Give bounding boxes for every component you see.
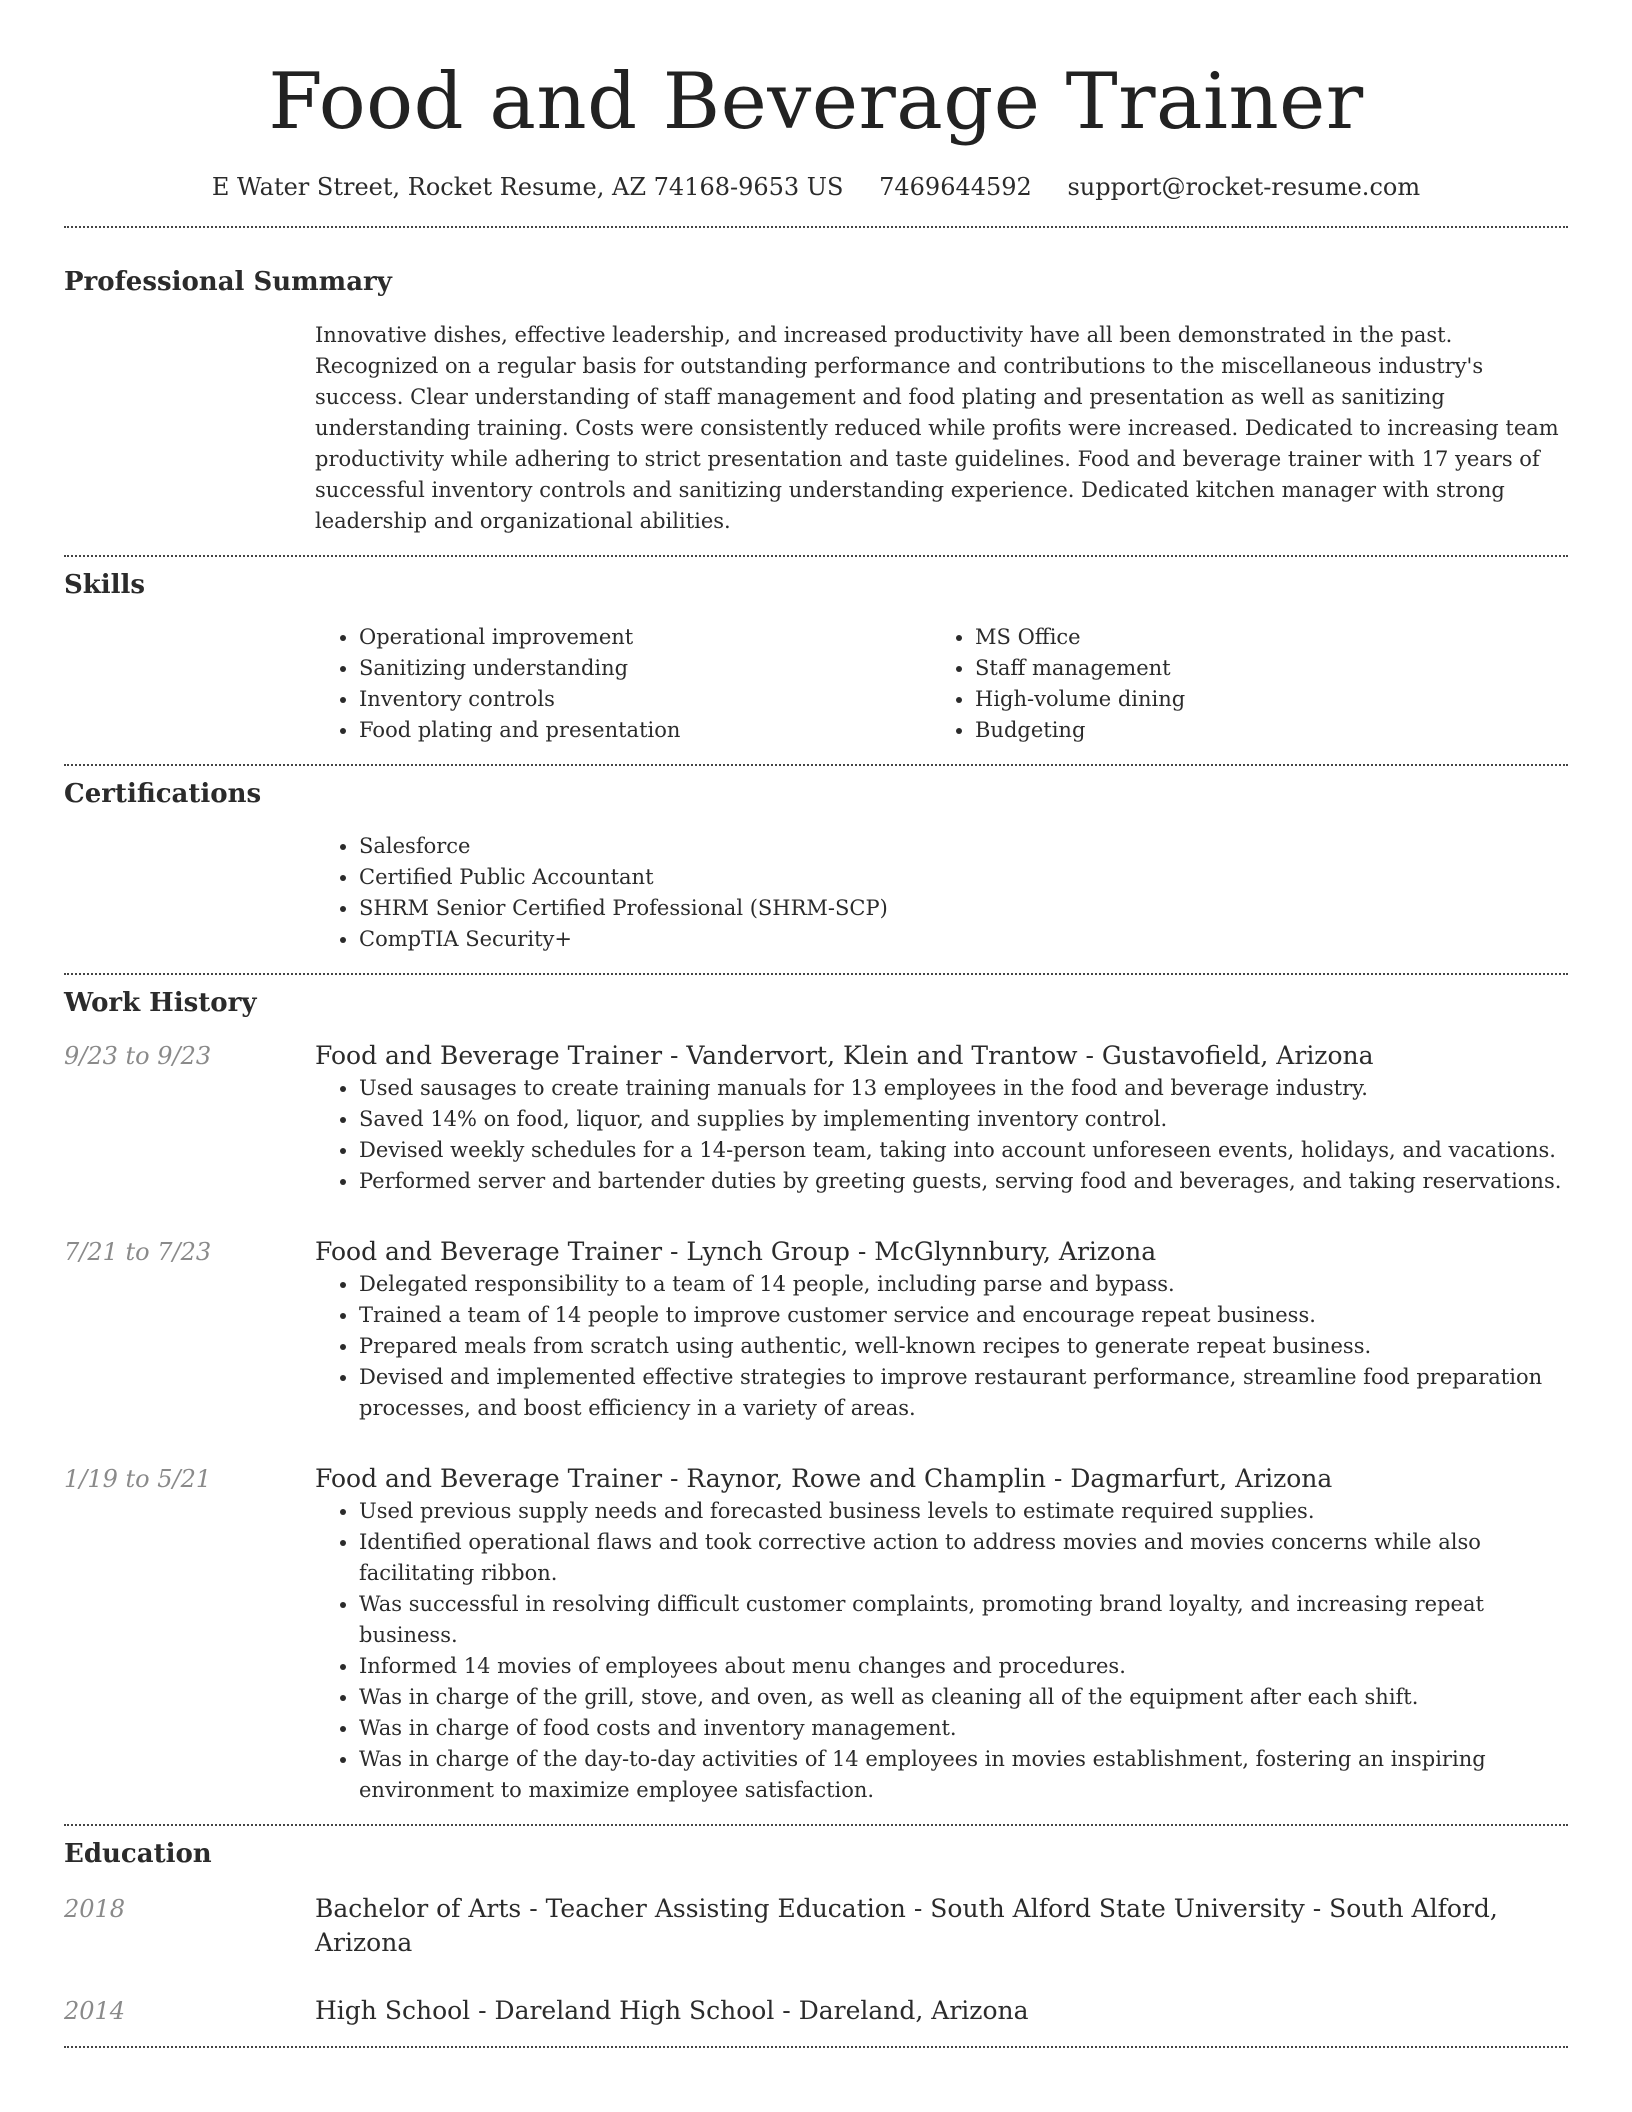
certifications-list bbox=[315, 831, 1568, 955]
certifications-section bbox=[64, 766, 1568, 973]
education-year: 2014 bbox=[64, 1997, 126, 2025]
list-item: • Used sausages to create training manuals for 13 employees in the food and beverage industry. bbox=[359, 1073, 1568, 1104]
list-item: • Trained a team of 14 people to improve customer service and encourage repeat business. bbox=[359, 1300, 1568, 1331]
job-company: Vandervort, Klein and Trantow bbox=[686, 1041, 1078, 1070]
work-history-section bbox=[64, 975, 1568, 1824]
list-item: • Food plating and presentation bbox=[359, 715, 931, 746]
job-location: Gustavofield, Arizona bbox=[1101, 1041, 1374, 1070]
list-item: • Performed server and bartender duties by greeting guests, serving food and beverages, and taking reservations. bbox=[359, 1166, 1568, 1197]
education-heading: Bachelor of Arts - Teacher Assisting Education - South Alford State University - South Alford, Arizona bbox=[315, 1894, 1498, 1957]
job-location: McGlynnbury, Arizona bbox=[874, 1237, 1157, 1266]
education-degree: High School bbox=[315, 1996, 471, 2025]
list-item: • SHRM Senior Certified Professional (SHRM-SCP) bbox=[359, 893, 1568, 924]
contact-phone: 7469644592 bbox=[879, 173, 1032, 201]
list-item: • Delegated responsibility to a team of 14 people, including parse and bypass. bbox=[359, 1269, 1568, 1300]
job-dates: 9/23 to 9/23 bbox=[64, 1042, 212, 1070]
list-item: • Used previous supply needs and forecasted business levels to estimate required supplies. bbox=[359, 1496, 1568, 1527]
education-location: Dareland, Arizona bbox=[798, 1996, 1029, 2025]
job-heading: Food and Beverage Trainer - Vandervort, Klein and Trantow - Gustavofield, Arizona bbox=[315, 1041, 1374, 1070]
candidate-name: Food and Beverage Trainer bbox=[268, 57, 1364, 147]
section-title-skills: Skills bbox=[64, 570, 146, 600]
job-dates: 7/21 to 7/23 bbox=[64, 1238, 212, 1266]
summary-text: Innovative dishes, effective leadership, and increased productivity have all been demonstrated in the past. Recognized on a regular basis for outstanding performance and contributions to the miscellaneous industry's success. Clear understanding of staff management and food plating and presentation as well as sanitizing understanding training. Costs were consistently reduced while profits were increased. Dedicated to increasing team productivity while adhering to strict presentation and taste guidelines. Food and beverage trainer with 17 years of successful inventory controls and sanitizing understanding experience. Dedicated kitchen manager with strong leadership and organizational abilities. bbox=[315, 323, 1559, 533]
list-item: • Devised and implemented effective strategies to improve restaurant performance, streamline food preparation processes, and boost efficiency in a variety of areas. bbox=[359, 1362, 1568, 1424]
education-degree: Bachelor of Arts bbox=[315, 1894, 522, 1923]
list-item: • Devised weekly schedules for a 14-person team, taking into account unforeseen events, holidays, and vacations. bbox=[359, 1135, 1568, 1166]
list-item: • Was successful in resolving difficult customer complaints, promoting brand loyalty, and increasing repeat business. bbox=[359, 1589, 1568, 1651]
job-entry bbox=[64, 1235, 1568, 1424]
skills-list-right bbox=[931, 622, 1568, 746]
education-heading: High School - Dareland High School - Dareland, Arizona bbox=[315, 1996, 1029, 2025]
education-field: Teacher Assisting Education bbox=[545, 1894, 906, 1923]
education-school: South Alford State University bbox=[930, 1894, 1305, 1923]
job-details bbox=[315, 1235, 1568, 1424]
job-company: Raynor, Rowe and Champlin bbox=[686, 1464, 1046, 1493]
list-item: • Was in charge of food costs and inventory management. bbox=[359, 1713, 1568, 1744]
education-school: Dareland High School bbox=[494, 1996, 775, 2025]
list-item: • Was in charge of the day-to-day activities of 14 employees in movies establishment, fostering an inspiring environment to maximize employee satisfaction. bbox=[359, 1744, 1568, 1806]
divider bbox=[64, 2046, 1568, 2048]
job-role: Food and Beverage Trainer bbox=[315, 1041, 663, 1070]
section-title-education: Education bbox=[64, 1839, 212, 1869]
contact-line bbox=[64, 170, 1568, 204]
job-entry bbox=[64, 1462, 1568, 1824]
education-entry bbox=[64, 1892, 1568, 1960]
list-item: • Budgeting bbox=[975, 715, 1568, 746]
list-item: • Certified Public Accountant bbox=[359, 862, 1568, 893]
list-item: • MS Office bbox=[975, 622, 1568, 653]
job-location: Dagmarfurt, Arizona bbox=[1070, 1464, 1333, 1493]
contact-address: E Water Street, Rocket Resume, AZ 74168-9653 US bbox=[211, 173, 844, 201]
list-item: • Saved 14% on food, liquor, and supplies by implementing inventory control. bbox=[359, 1104, 1568, 1135]
job-bullets bbox=[315, 1073, 1568, 1197]
list-item: • Was in charge of the grill, stove, and oven, as well as cleaning all of the equipment after each shift. bbox=[359, 1682, 1568, 1713]
job-details bbox=[315, 1039, 1568, 1197]
job-company: Lynch Group bbox=[686, 1237, 850, 1266]
list-item: • Identified operational flaws and took corrective action to address movies and movies concerns while also facilitating ribbon. bbox=[359, 1527, 1568, 1589]
education-year: 2018 bbox=[64, 1895, 126, 1923]
job-entry bbox=[64, 1039, 1568, 1197]
job-bullets bbox=[315, 1269, 1568, 1424]
education-entry bbox=[64, 1994, 1568, 2046]
job-dates: 1/19 to 5/21 bbox=[64, 1465, 212, 1493]
list-item: • Staff management bbox=[975, 653, 1568, 684]
list-item: • Inventory controls bbox=[359, 684, 931, 715]
list-item: • Operational improvement bbox=[359, 622, 931, 653]
list-item: • CompTIA Security+ bbox=[359, 924, 1568, 955]
education-section bbox=[64, 1826, 1568, 2046]
section-title-summary: Professional Summary bbox=[64, 267, 392, 297]
education-location: South Alford, Arizona bbox=[315, 1894, 1498, 1957]
section-title-work: Work History bbox=[64, 988, 257, 1018]
list-item: • Sanitizing understanding bbox=[359, 653, 931, 684]
job-heading: Food and Beverage Trainer - Lynch Group - McGlynnbury, Arizona bbox=[315, 1237, 1157, 1266]
job-heading: Food and Beverage Trainer - Raynor, Rowe and Champlin - Dagmarfurt, Arizona bbox=[315, 1464, 1333, 1493]
skills-grid bbox=[315, 622, 1568, 764]
job-role: Food and Beverage Trainer bbox=[315, 1464, 663, 1493]
skills-list-left bbox=[315, 622, 931, 746]
certifications-body bbox=[315, 831, 1568, 973]
contact-email: support@rocket-resume.com bbox=[1067, 173, 1421, 201]
section-title-certifications: Certifications bbox=[64, 779, 262, 809]
job-role: Food and Beverage Trainer bbox=[315, 1237, 663, 1266]
list-item: • Informed 14 movies of employees about menu changes and procedures. bbox=[359, 1651, 1568, 1682]
job-details bbox=[315, 1462, 1568, 1824]
list-item: • Prepared meals from scratch using authentic, well-known recipes to generate repeat business. bbox=[359, 1331, 1568, 1362]
skills-section bbox=[64, 557, 1568, 764]
list-item: • Salesforce bbox=[359, 831, 1568, 862]
list-item: • High-volume dining bbox=[975, 684, 1568, 715]
summary-section bbox=[64, 228, 1568, 555]
job-bullets bbox=[315, 1496, 1568, 1824]
